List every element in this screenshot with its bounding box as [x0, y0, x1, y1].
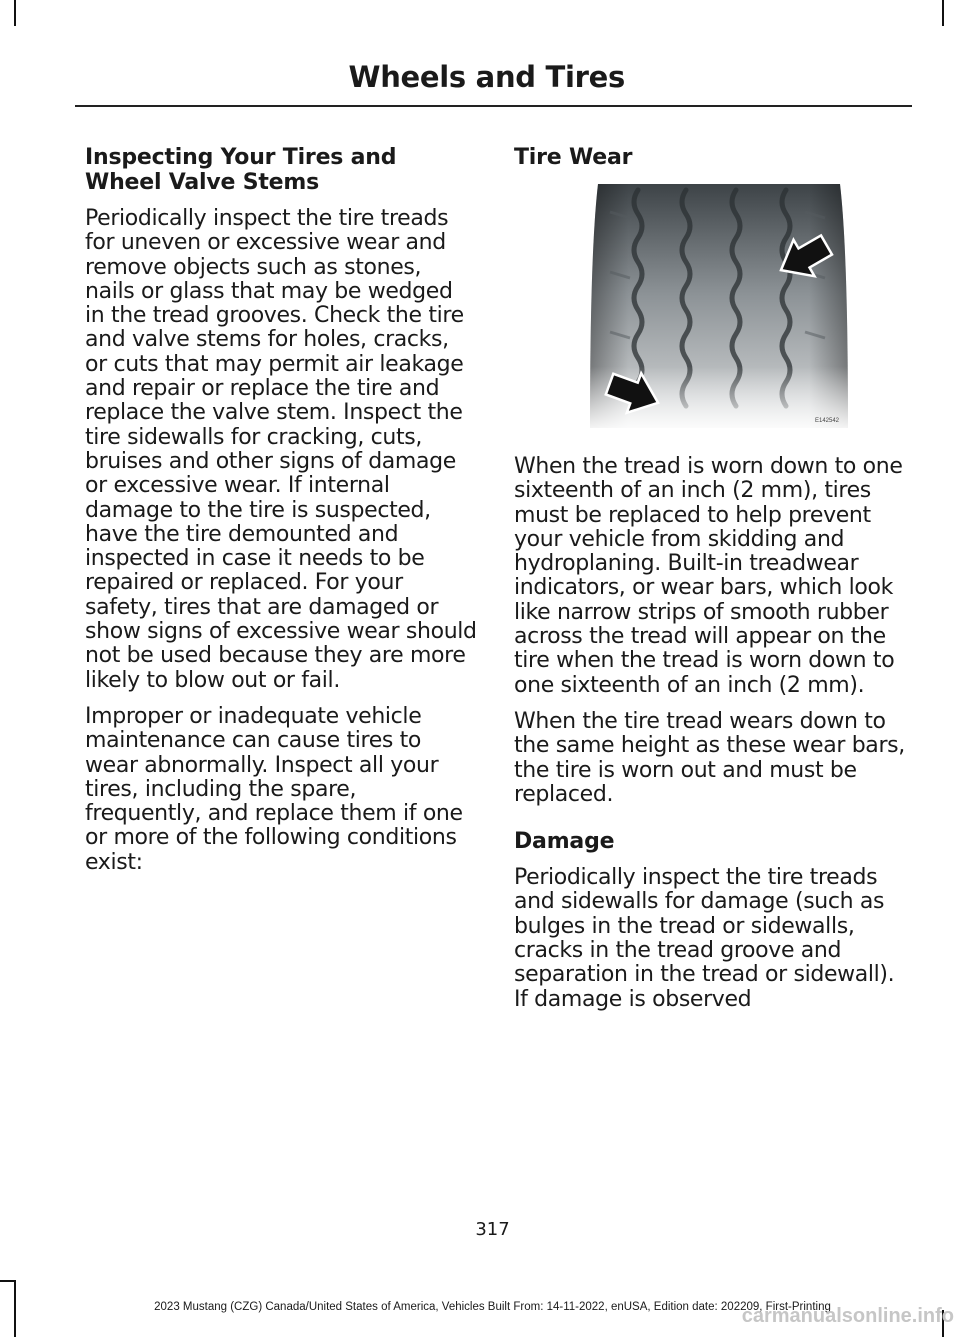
section-heading-damage: Damage	[514, 829, 615, 855]
paragraph-inspect-treads: Periodically inspect the tire treads for uneven or excessive wear and remove objects such as stones, nails or glass that may be wedged in the tread grooves. Check the tire and valve stems for holes, cracks, or cuts that may permit air leakage and repair or replace the tire and replace the valve stem. Inspect the tire sidewalls for cracking, cuts, bruises and other signs of damage or excessive wear. If internal damage to the tire is suspected, have the tire demounted and inspected in case it needs to be repaired or replaced. For your safety, tires that are damaged or show signs of excessive wear should not be used because they are more likely to blow out or fail.	[85, 206, 477, 693]
header-divider	[75, 105, 912, 107]
section-heading-tire-wear: Tire Wear	[514, 145, 633, 170]
paragraph-wear-bars: When the tire tread wears down to the same height as these wear bars, the tire is worn out and must be replaced.	[514, 708, 905, 807]
paragraph-tread-worn: When the tread is worn down to one sixteenth of an inch (2 mm), tires must be replaced to help prevent your vehicle from skidding and hydroplaning. Built-in treadwear indicators, or wear bars, which look like narrow strips of smooth rubber across the tread will appear on the tire when the tread is worn down to one sixteenth of an inch (2 mm).	[514, 454, 903, 698]
crop-mark-top-right	[942, 0, 944, 26]
right-column	[514, 145, 910, 1024]
crop-mark-top-left	[14, 0, 16, 26]
section-heading-inspecting: Inspecting Your Tires and Wheel Valve Stems	[85, 145, 397, 195]
footer-edition-text: 2023 Mustang (CZG) Canada/United States of America, Vehicles Built From: 14-11-2022, enUSA, Edition date: 202209, First-Printing	[154, 1301, 831, 1313]
page-number: 317	[475, 1219, 510, 1240]
left-column	[85, 145, 477, 887]
figure-code: E142542	[815, 418, 840, 424]
paragraph-damage: Periodically inspect the tire treads and sidewalls for damage (such as bulges in the tread or sidewalls, cracks in the tread groove and separation in the tread or sidewall). If damage is observed	[514, 865, 895, 1012]
paragraph-maintenance: Improper or inadequate vehicle maintenance can cause tires to wear abnormally. Inspect all your tires, including the spare, frequently, and replace them if one or more of the following conditions exist:	[85, 703, 463, 875]
page-header-title: Wheels and Tires	[348, 60, 625, 94]
tire-tread-illustration	[590, 182, 848, 428]
watermark: carmanualsonline.info	[741, 1305, 954, 1327]
